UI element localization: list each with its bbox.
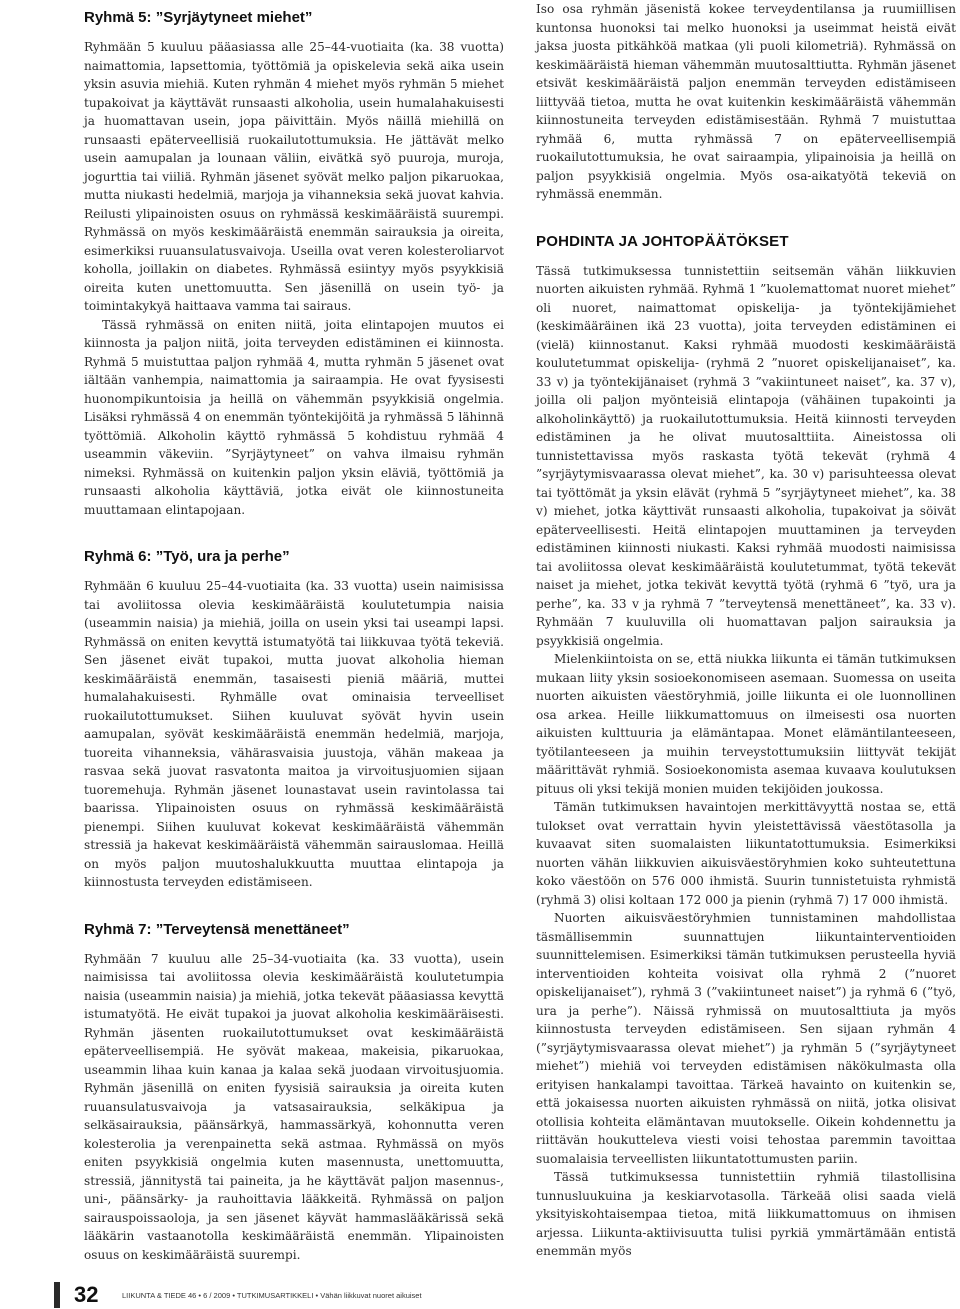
left-column — [84, 0, 504, 1264]
conclusions-paragraph-1: Tässä tutkimuksessa tunnistettiin seitsemän vähän liikkuvien nuorten aikuisten ryhmää. Ryhmä 1 ”kuolemattomat nuoret miehet” oli nuoret, naimattomat opiskelija- ja työntekijämiehet (keskimääräinen ikä 23 vuotta), joita terveyden edistäminen ei (vielä) kiinnostanut. Kaksi ryhmää muodosti keskimääräistä koulutetummat opiskelija- (ryhmä 2 ”nuoret opiskelijanaiset”, ka. 33 v) ja työntekijänaiset (ryhmä 3 ”vakiintuneet naiset”, ka. 37 v), joilla oli paljon myönteisiä elintapoja (vähäinen tupakointi ja alkoholinkäyttö) ja ruokailutottumuksia. Heitä kiinnosti terveyden edistäminen ja he olivat muutosalttiita. Aineistossa oli tunnistettavissa myös raskasta työtä tekevät (ryhmä 4 ”syrjäytymisvaarassa olevat miehet”, ka. 30 v) parisuhteessa olevat tai työttömät ja yksin elävät (ryhmä 5 ”syrjäytyneet miehet”, ka. 38 v) miehet, jotka käyttivät runsaasti alkoholia, tupakoivat ja söivät epäterveellisesti. Heitä elintapojen muuttaminen ja terveyden edistäminen kiinnosti niukasti. Kaksi ryhmää muodosti naimisissa tai avoliitossa olevat keskimääräistä koulutetummat, työtä tekevät naiset ja miehet, jotka tekivät kevyttä työtä (ryhmä 6 ”työ, ura ja perhe”, ka. 33 v ja ryhmä 7 ”terveytensä menettäneet”, ka. 33 v). Ryhmään 7 kuuluvilla oli huomattavan paljon sairauksia ja psyykkisiä ongelmia. — [536, 263, 956, 648]
page-number: 32 — [74, 1282, 99, 1307]
group6-heading: Ryhmä 6: ”Työ, ura ja perhe” — [84, 548, 290, 565]
footer-publication-info: LIIKUNTA & TIEDE 46 • 6 / 2009 • TUTKIMUSARTIKKELI • Vähän liikkuvat nuoret aikuiset — [122, 1291, 422, 1300]
conclusions-paragraph-4: Nuorten aikuisväestöryhmien tunnistaminen mahdollistaa täsmällisemmin suunnattujen liikuntainterventioiden suunnittelemisen. Esimerkiksi tämän tutkimuksen perusteella hyviä interventioiden kohteita voisivat olla ryhmä 2 (”nuoret opiskelijanaiset”), ryhmä 3 (”vakiintuneet naiset”) ja ryhmä 6 (”työ, ura ja perhe”). Näissä ryhmissä on muutosalttiuta ja myös kiinnostusta terveyden edistämiseen. Sen sijaan ryhmän 4 (”syrjäytymisvaarassa olevat miehet”) ja ryhmän 5 (”syrjäytyneet miehet”) miehiä voi terveyden edistämisen näkökulmasta olla erityisen hankalampi tavoittaa. Tärkeä havainto on kuitenkin se, että jokaisessa nuorten aikuisten ryhmässä on niitä, jotka olisivat otollisia kohteita elämäntavan muutokselle. Oikein kohdennettu ja riittävän houkutteleva viesti voisi tehostaa paremmin tavoittaa suomalaisia terveellisten liikuntatottumusten pariin. — [536, 911, 956, 1166]
group5-paragraph-1: Ryhmään 5 kuuluu pääasiassa alle 25–44-vuotiaita (ka. 38 vuotta) naimattomia, lapsettomia, työttömiä ja opiskelevia sekä aika usein yksin asuvia miehiä. Kuten ryhmän 4 miehet myös ryhmän 5 miehet tupakoivat ja käyttävät runsaasti alkoholia, usein humalahakuisesti ja huomattavan usein, jopa päivittäin. Myös näillä miehillä on runsaasti epäterveellisiä ruokailutottumuksia. He jättävät melko usein aamupalan ja lounaan väliin, eivätkä syö puuroja, muroja, jogurttia tai viiliä. Ryhmän jäsenet syövät melko paljon pikaruokaa, mutta niukasti hedelmiä, marjoja ja vihanneksia sekä juovat kahvia. Reilusti ylipainoisten osuus on ryhmässä keskimääräistä suurempi. Ryhmässä on myös keskimääräistä enemmän sairauksia ja oireita, esimerkiksi ruuansulatusvaivoja. Useilla ovat veren kolesteroliarvot koholla, joillakin on diabetes. Ryhmässä esiintyy myös psyykkisiä oireita kuten unettomuutta. Sen jäsenillä on usein työ- ja toimintakykyä haittaava vamma tai sairaus. — [84, 40, 504, 313]
group5-heading: Ryhmä 5: ”Syrjäytyneet miehet” — [84, 9, 313, 26]
conclusions-paragraph-3: Tämän tutkimuksen havaintojen merkittävyyttä nostaa se, että tulokset ovat verrattain hyvin yleistettävissä väestötasolla ja kuvaavat siten suomalaisten liikuntatottumuksia. Esimerkiksi nuorten vähän liikkuvien aikuisväestöryhmien koko suhteutettuna koko väestöön on 576 000 ihmistä. Suurin tunnistetuista ryhmistä (ryhmä 3) olisi koltaan 172 000 ja pienin (ryhmä 7) 17 000 ihmistä. — [536, 800, 956, 907]
group7-paragraph-1: Ryhmään 7 kuuluu alle 25–34-vuotiaita (ka. 33 vuotta), usein naimisissa tai avoliitossa olevia keskimääräistä koulutetumpia naisia (useammin naisia) ja miehiä, jotka tekevät pääasiassa kevyttä istumatyötä. He eivät tupakoi ja juovat alkoholia keskimääräisesti. Ryhmän jäsenten ruokailutottumukset ovat keskimääräistä epäterveellisempiä. He syövät makeaa, makeisia, pikaruokaa, useammin lihaa kuin kanaa ja kalaa sekä juodaan virvoitusjuomia. Ryhmän jäsenillä on eniten fyysisiä sairauksia ja oireita kuten ruuansulatusvaivoja ja vatsasairauksia, selkäkipua ja selkäsairauksia, päänsärkyä, hammassärkyä, kohonnutta veren kolesterolia ja verenpainetta sekä astmaa. Ryhmässä on myös eniten psyykkisiä ongelmia kuten masennusta, unettomuutta, stressiä, jännitystä tai paineita, ja he käyttävät paljon masennus-, uni-, päänsärky- ja rauhoittavia lääkkeitä. Ryhmässä on paljon sairauspoissaoloja, ja sen jäsenet käyvät hammaslääkärissä sekä lääkärin vastaanotolla keskimääräistä enemmän. Ylipainoisten osuus on keskimääräistä suurempi. — [84, 951, 504, 1262]
right-column — [536, 0, 956, 1261]
page-footer — [54, 1282, 474, 1308]
footer-rule — [54, 1282, 60, 1308]
conclusions-paragraph-5: Tässä tutkimuksessa tunnistettiin ryhmiä tilastollisina tunnusluukuina ja keskiarvotasolla. Tärkeää olisi saada vielä yksityiskohtaisempaa tietoa, mitä liikkumattomuus on ihmisen arjessa. Liikunta-aktiivisuutta tulisi pyrkiä ymmärtämään entistä enemmän myös — [536, 1170, 956, 1258]
group7-continuation-paragraph: Iso osa ryhmän jäsenistä kokee terveydentilansa ja ruumiillisen kuntonsa huonoksi tai melko huonoksi ja useimmat heistä eivät jaksa juosta pitkähköä matkaa (yli puoli kilometriä). Ryhmässä on keskimääräistä hieman vähemmän muutosalttiutta. Ryhmän jäsenet etsivät keskimääräistä paljon enemmän terveyden edistämiseen liittyvää tietoa, mutta he ovat kuitenkin keskimääräistä vähemmän kiinnostuneita terveyden edistämisestään. Ryhmä 7 muistuttaa ryhmää 6, mutta ryhmässä 7 on epäterveellisempiä ruokailutottumuksia, he ovat sairaampia, ylipainoisia ja heillä on paljon psyykkisiä ongelmia. Myös osa-aikatyötä tekeviä on ryhmässä enemmän. — [536, 2, 956, 201]
conclusions-heading: POHDINTA JA JOHTOPÄÄTÖKSET — [536, 232, 789, 250]
group5-paragraph-2: Tässä ryhmässä on eniten niitä, joita elintapojen muutos ei kiinnosta ja paljon niitä, joita terveyden edistäminen ei kiinnosta. Ryhmä 5 muistuttaa paljon ryhmää 4, mutta ryhmän 5 jäsenet ovat iältään vanhempia, naimattomia ja sairaampia. He ovat fyysisesti huonompikuntoisia ja heillä on vähemmän psyykkisiä ongelmia. Lisäksi ryhmässä 4 on enemmän työntekijöitä ja ryhmässä 5 lähinnä työttömiä. Alkoholin käyttö ryhmässä 5 kohdistuu ryhmää 4 useammin väkeviin. ”Syrjäytyneet” on vahva ilmaisu ryhmän nimeksi. Ryhmässä on kuitenkin paljon yksin eläviä, työttömiä ja runsaasti alkoholia käyttäviä, jotka eivät ole kiinnostuneita muuttamaan elintapojaan. — [84, 317, 504, 517]
conclusions-paragraph-2: Mielenkiintoista on se, että niukka liikunta ei tämän tutkimuksen mukaan liity yksin sosioekonomiseen asemaan. Suomessa on useita nuorten aikuisten väestöryhmiä, joille liikunta ei ole luonnollinen osa arkea. Heille liikkumattomuus on ilmeisesti osa nuorten aikuisten kulttuuria ja elämäntapaa. Monet elämäntilanteeseen, työtilanteeseen ja muihin terveystottumuksiin liittyvät tekijät määrittävät ryhmiä. Sosioekonomista asemaa kuvaava koulutuksen pituus oli yksi tekijä monien muiden tekijöiden joukossa. — [536, 652, 956, 796]
group7-heading: Ryhmä 7: ”Terveytensä menettäneet” — [84, 920, 350, 938]
group6-paragraph-1: Ryhmään 6 kuuluu 25–44-vuotiaita (ka. 33 vuotta) usein naimisissa tai avoliitossa olevia keskimääräistä koulutetumpia naisia (useammin naisia) ja miehiä, joilla on usein yksi tai useampi lapsi. Ryhmässä on eniten kevyttä istumatyötä tai liikkuvaa työtä tekeviä. Sen jäsenet eivät tupakoi, mutta juovat alkoholia hieman keskimääräistä enemmän, tasaisesti pieniä määriä, muttei humalahakuisesti. Ryhmälle ovat ominaisia terveelliset ruokailutottumukset. Siihen kuuluvat syövät hyvin usein aamupalan, syövät keskimääräistä enemmän hedelmiä, marjoja, tuoreita vihanneksia, vähärasvaisia juustoja, vähän makeaa ja rasvaa sekä juovat rasvatonta maitoa ja virvoitusjuomien sijaan tuoremehuja. Ryhmän jäsenet lounastavat usein ravintolassa tai baarissa. Ylipainoisten osuus on ryhmässä keskimääräistä pienempi. Siihen kuuluvat kokevat keskimääräistä vähemmän stressiä ja hakevat keskimääräistä vähemmän sairauslomaa. Heillä on myös paljon muutoshalukkuutta muuttaa elintapoja ja kiinnostusta terveyden edistämiseen. — [84, 579, 504, 889]
